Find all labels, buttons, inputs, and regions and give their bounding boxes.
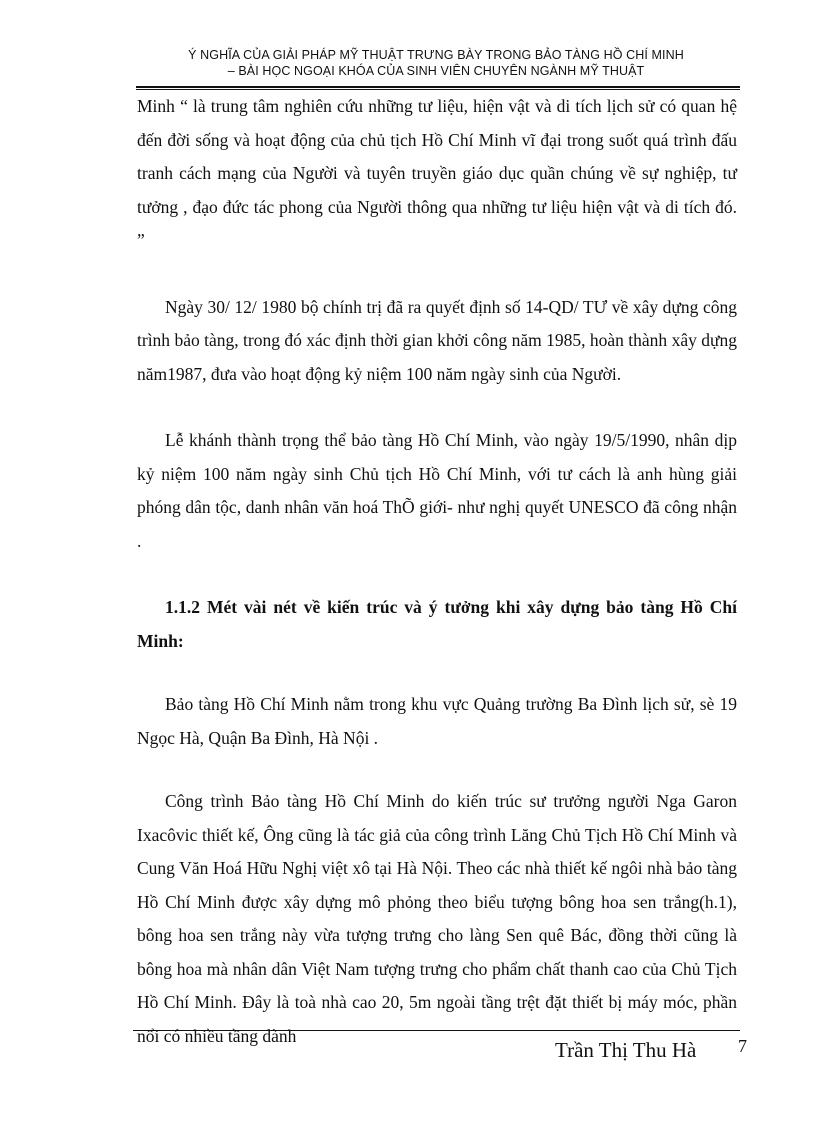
header-rule [136,86,740,88]
footer-author: Trần Thị Thu Hà [555,1038,697,1062]
paragraph-location: Bảo tàng Hồ Chí Minh nằm trong khu vực Quảng trường Ba Đình lịch sử, sè 19 Ngọc Hà, Quận Ba Đình, Hà Nội . [137,694,737,748]
paragraph-continued: Minh “ là trung tâm nghiên cứu những tư liệu, hiện vật và di tích lịch sử có quan hệ đến đời sống và hoạt động của chủ tịch Hồ Chí Minh vĩ đại trong suốt quá trình đấu tranh cách mạng của Người và tuyên truyền giáo dục quần chúng về sự nghiệp, tư tưởng , đạo đức tác phong của Người thông qua những tư liệu hiện vật và di tích đó. ” [137,96,737,250]
header-line-2: – BÀI HỌC NGOẠI KHÓA CỦA SINH VIÊN CHUYÊN NGÀNH MỸ THUẬT [227,64,645,78]
page-body [137,90,737,1053]
header-line-1: Ý NGHĨA CỦA GIẢI PHÁP MỸ THUẬT TRƯNG BÀY TRONG BẢO TÀNG HỒ CHÍ MINH [188,48,684,62]
paragraph-decision: Ngày 30/ 12/ 1980 bộ chính trị đã ra quyết định số 14-QD/ TƯ về xây dựng công trình bảo tàng, trong đó xác định thời gian khởi công năm 1985, hoàn thành xây dựng năm1987, đưa vào hoạt động kỷ niệm 100 năm ngày sinh của Người. [137,296,737,384]
page-number: 7 [738,1036,747,1056]
paragraph-inauguration: Lễ khánh thành trọng thể bảo tàng Hồ Chí Minh, vào ngày 19/5/1990, nhân dịp kỷ niệm 100 năm ngày sinh Chủ tịch Hồ Chí Minh, với tư cách là anh hùng giải phóng dân tộc, danh nhân văn hoá ThÕ giới- như nghị quyết UNESCO đã công nhận . [137,430,737,551]
paragraph-architecture: Công trình Bảo tàng Hồ Chí Minh do kiến trúc sư trưởng người Nga Garon Ixacôvic thiết kế, Ông cũng là tác giả của công trình Lăng Chủ Tịch Hồ Chí Minh và Cung Văn Hoá Hữu Nghị việt xô tại Hà Nội. Theo các nhà thiết kế ngôi nhà bảo tàng Hồ Chí Minh được xây dựng mô phỏng theo biểu tượng bông hoa sen trắng(h.1), bông hoa sen trắng này vừa tượng trưng cho làng Sen quê Bác, đồng thời cũng là bông hoa mà nhân dân Việt Nam tượng trưng cho phẩm chất thanh cao của Chủ Tịch Hồ Chí Minh. Đây là toà nhà cao 20, 5m ngoài tầng trệt đặt thiết bị máy móc, phần nổi có nhiều tầng dành [137,791,737,1046]
running-header [130,47,742,79]
section-heading: 1.1.2 Mét vài nét về kiến trúc và ý tưởng khi xây dựng bảo tàng Hồ Chí Minh: [137,597,737,651]
footer-rule [133,1030,740,1031]
